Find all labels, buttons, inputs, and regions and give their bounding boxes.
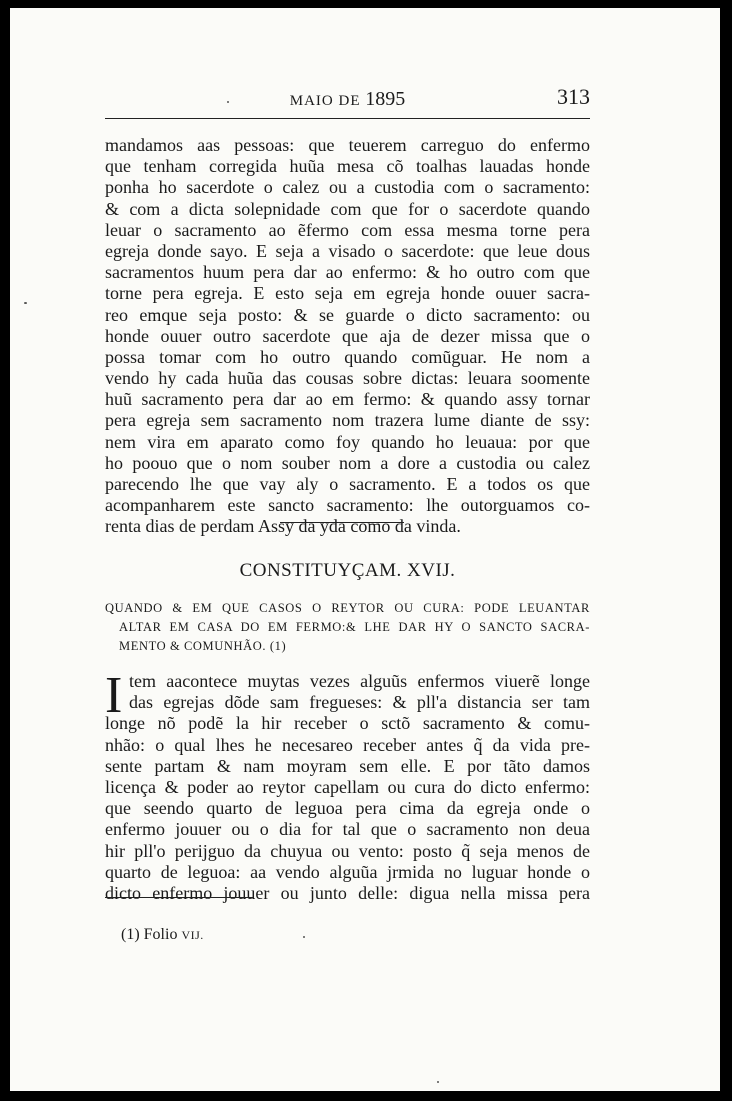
section-subtitle [105, 599, 590, 656]
text-line: acompanharem este sancto sacramento: lhe outorguamos co- [105, 495, 590, 516]
footnote [121, 926, 204, 944]
text-line: licença & poder ao reytor capellam ou cura do dicto enfermo: [105, 776, 590, 797]
text-line: nem vira em aparato como foy quando ho leuaua: por que [105, 431, 590, 452]
text-line: que seendo quarto de leguoa pera cima da egreja onde o [105, 798, 590, 819]
text-line: dicto enfermo jouuer ou junto delle: digua nella missa pera [105, 882, 590, 903]
text-line: egreja donde sayo. E seja a visado o sacerdote: que leue dous [105, 240, 590, 261]
header-rule [105, 118, 590, 119]
book-page [10, 8, 720, 1091]
text-line: torne pera egreja. E esto seja em egreja honde ouuer sacra- [105, 283, 590, 304]
text-line: mandamos aas pessoas: que teuerem carreguo do enfermo [105, 135, 590, 155]
running-title-prefix: MAIO DE [289, 93, 361, 109]
text-line: leuar o sacramento ao ẽfermo com essa mesma torne pera [105, 219, 590, 240]
text-line: possa tomar com ho outro quando comũguar. He nom a [105, 346, 590, 367]
subtitle-line: MENTO & COMUNHÃO. (1) [119, 639, 287, 653]
footnote-marker: (1) [121, 926, 140, 943]
text-line: nhão: o qual lhes he necesareo receber antes q̃ da vida pre- [105, 734, 590, 755]
footnote-ref: VIJ. [181, 928, 204, 942]
print-speck [227, 101, 229, 103]
text-line: parecendo lhe que vay aly o sacramento. E a todos os que [105, 474, 590, 494]
text-line: sacramentos huum pera dar ao enfermo: & ho outro com que [105, 262, 590, 283]
text-line: ho poouo que o nom souber nom a dore a custodia ou calez [105, 452, 590, 473]
text-line: & com a dicta solepnidade com que for o sacerdote quando [105, 198, 590, 219]
text-line: das egrejas dõde sam fregueses: & pll'a distancia ser tam [129, 692, 590, 713]
text-line: renta dias de perdam Assy da yda como da vinda. [105, 516, 461, 537]
text-line: enfermo jouuer ou o dia for tal que o sacramento non deua [105, 819, 590, 840]
print-speck [24, 302, 27, 304]
text-line: pera egreja sem sacramento nom trazera lume diante de ssy: [105, 410, 590, 431]
text-line: tem aacontece muytas vezes alguũs enfermos viuerẽ longe [129, 671, 590, 691]
text-line: huũ sacramento pera dar ao em fermo: & quando assy tornar [105, 389, 590, 410]
paragraph-continuation [105, 135, 590, 538]
section-title: CONSTITUYÇAM. XVIJ. [239, 560, 456, 581]
running-title-year: 1895 [365, 88, 406, 110]
print-speck [303, 936, 305, 938]
subtitle-line: QUANDO & EM QUE CASOS O REYTOR OU CURA: PODE LEUANTAR [105, 601, 590, 615]
text-line: sente partam & nam moyram sem elle. E por tãto damos [105, 755, 590, 776]
running-title [105, 88, 590, 111]
section-separator [280, 522, 404, 523]
print-speck [437, 1081, 439, 1083]
text-line: reo emque seja posto: & se guarde o dicto sacramento: ou [105, 304, 590, 325]
page-number: 313 [557, 84, 590, 109]
text-line: que tenham corregida huũa mesa cõ toalhas lauadas honde [105, 156, 590, 177]
running-head [105, 84, 590, 116]
text-line: ponha ho sacerdote o calez ou a custodia com o sacramento: [105, 177, 590, 198]
paragraph-constitution [105, 667, 590, 904]
text-line: honde ouuer outro sacerdote que aja de dezer missa que o [105, 325, 590, 346]
footnote-text: Folio [143, 926, 178, 943]
text-line: quarto de leguoa: aa vendo alguũa jrmida no luguar honde o [105, 861, 590, 882]
text-line: hir pll'o perijguo da chuyua ou vento: posto q̃ seja menos de [105, 840, 590, 861]
drop-cap: I [105, 667, 123, 724]
subtitle-line: ALTAR EM CASA DO EM FERMO:& LHE DAR HY O SANCTO SACRA- [119, 620, 590, 634]
text-line: longe nõ podẽ la hir receber o sctõ sacramento & comu- [105, 713, 590, 734]
footnote-rule [105, 897, 253, 898]
text-line: vendo hy cada huũa das cousas sobre dictas: leuara soomente [105, 368, 590, 389]
